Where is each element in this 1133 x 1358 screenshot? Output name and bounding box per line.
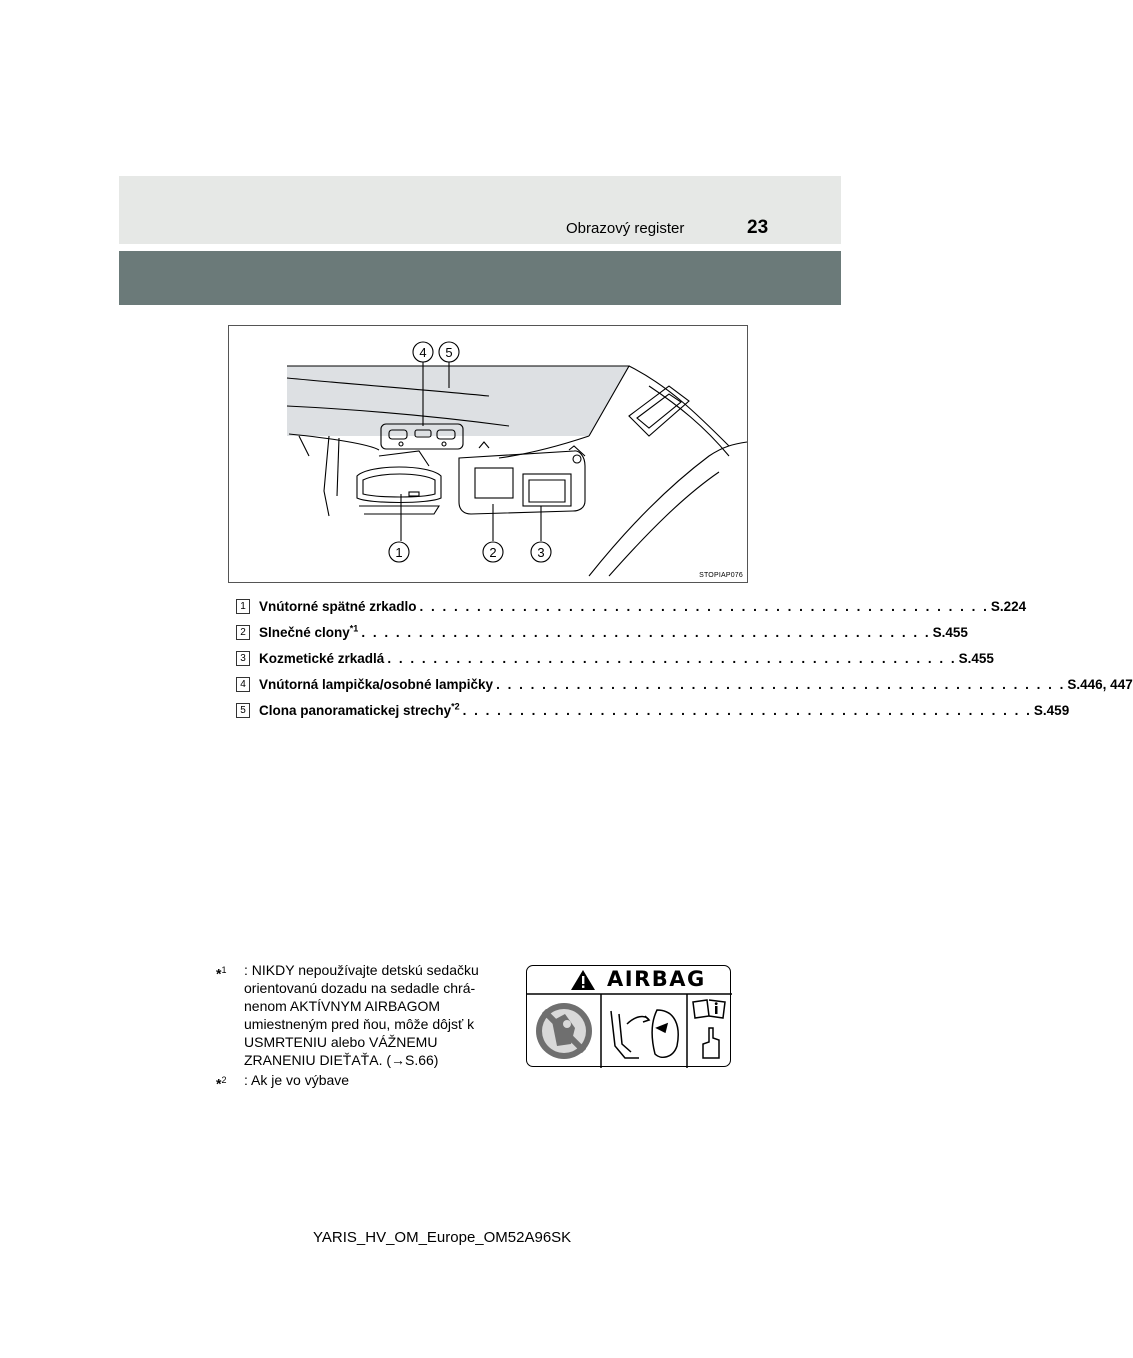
callout-5: 5 [445,345,453,360]
dot-leader: . . . . . . . . . . . . . . . . . . . . . . . . . . . . . . . . . . . . . . . . . . . . . . . . . . [419,599,989,614]
section-title: Obrazový register [566,220,685,237]
page-number: 23 [747,217,769,238]
footnote [216,961,506,1069]
callout-2: 2 [489,545,497,560]
item-number: 1 [236,599,250,614]
item-label: Vnútorné spätné zrkadlo [259,599,417,614]
index-item [236,623,968,650]
item-number: 4 [236,677,250,692]
page-reference-link[interactable]: S.455 [932,625,968,640]
item-label: Vnútorná lampička/osobné lampičky [259,677,494,692]
footnote-text: : Ak je vo výbave [244,1072,350,1088]
item-label: Slnečné clony$^{*1}$ [259,623,359,640]
airbag-word: AIRBAG [607,967,706,991]
callout-4: 4 [419,345,427,360]
index-item [236,598,1027,624]
dot-leader: . . . . . . . . . . . . . . . . . . . . . . . . . . . . . . . . . . . . . . . . . . . . . . . . . . [496,677,1066,692]
page-reference-link[interactable]: S.459 [1033,703,1070,718]
dot-leader: . . . . . . . . . . . . . . . . . . . . . . . . . . . . . . . . . . . . . . . . . . . . . . . . . . [361,625,931,640]
index-item [236,676,1133,702]
footnote-text: : NIKDY nepoužívajte detskú sedačku orientovanú dozadu na sedadle chrá-nenom AKTÍVNYM AIRBAGOM umiestneným pred ňou, môže dôjsť k USMRTENIU alebo VÁŽNEMU ZRANENIU DIEŤAŤA. (→S.66) [244,962,479,1068]
page-reference-link[interactable]: S.224 [990,599,1027,614]
item-number: 5 [236,703,250,718]
warning-triangle-icon [571,970,595,990]
index-list [236,598,1133,728]
document-id: YARIS_HV_OM_Europe_OM52A96SK [313,1229,572,1246]
header-dark-band [119,251,841,305]
page-reference-link[interactable]: S.455 [958,651,994,666]
read-manual-icon [693,1000,725,1058]
callout-1: 1 [395,545,403,560]
footnote-mark: *$^1$ [216,965,227,982]
dot-leader: . . . . . . . . . . . . . . . . . . . . . . . . . . . . . . . . . . . . . . . . . . . . . . . . . . [387,651,957,666]
interior-roof-illustration [228,325,748,583]
index-item [236,701,1070,728]
roof-line-drawing [229,326,747,582]
airbag-warning-label [526,965,731,1067]
footnote-mark: *$^2$ [216,1075,227,1092]
no-child-seat-icon [536,1003,592,1059]
item-number: 3 [236,651,250,666]
dot-leader: . . . . . . . . . . . . . . . . . . . . . . . . . . . . . . . . . . . . . . . . . . . . . . . . . . [462,703,1032,718]
header-band [119,176,841,244]
callout-3: 3 [537,545,545,560]
item-label: Kozmetické zrkadlá [259,651,385,666]
seat-airbag-icon [611,1010,678,1058]
index-item [236,650,994,676]
footnote [216,1071,506,1092]
footnotes [216,961,506,1091]
figure-code: STOPIAP076 [699,572,743,579]
page-reference-link[interactable]: S.446, 447 [1067,677,1133,692]
item-label: Clona panoramatickej strechy$^{*2}$ [259,701,460,718]
item-number: 2 [236,625,250,640]
